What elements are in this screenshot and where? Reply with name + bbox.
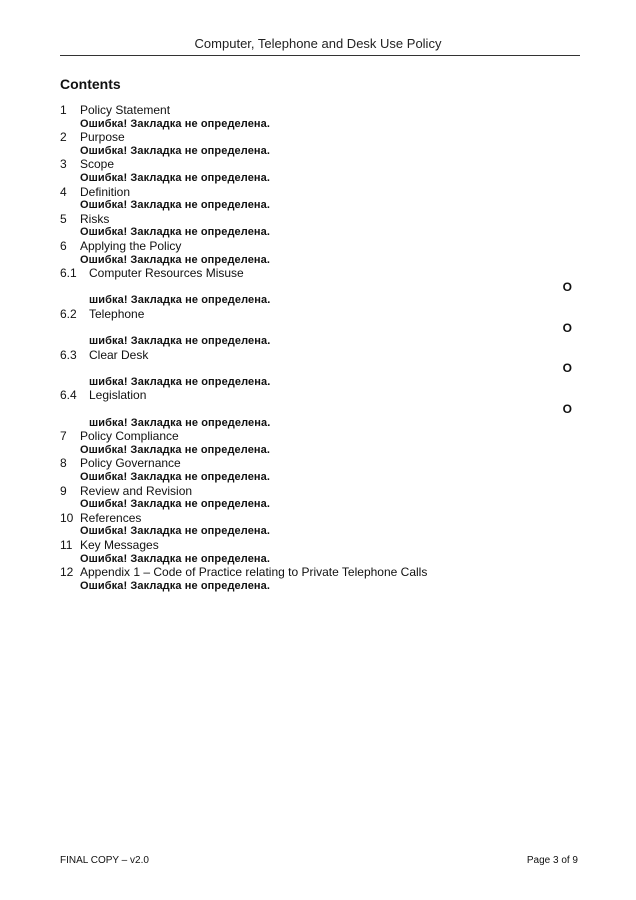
wrapped-error-char: О [562, 320, 572, 335]
toc-title[interactable]: Definition [80, 184, 131, 199]
toc-entry[interactable] [60, 186, 580, 200]
toc-number: 7 [60, 429, 67, 444]
toc-entry[interactable] [60, 240, 580, 254]
toc-title[interactable]: Policy Statement [80, 103, 171, 117]
toc-title[interactable]: Computer Resources Misuse [89, 266, 244, 281]
toc-entry[interactable] [60, 566, 580, 580]
toc-entry[interactable] [60, 389, 580, 403]
bookmark-error: шибка! Закладка не определена. [89, 294, 271, 307]
bookmark-error: шибка! Закладка не определена. [89, 416, 271, 429]
bookmark-error: Ошибка! Закладка не определена. [80, 226, 271, 239]
toc-number: 4 [60, 184, 67, 199]
toc-number: 11 [60, 538, 73, 552]
wrapped-error-char: О [562, 279, 572, 294]
toc-number: 3 [60, 157, 67, 172]
bookmark-error: Ошибка! Закладка не определена. [80, 552, 271, 565]
toc-title[interactable]: Telephone [89, 306, 145, 321]
bookmark-error: Ошибка! Закладка не определена. [80, 144, 271, 157]
toc-number: 12 [60, 565, 74, 580]
toc-entry[interactable] [60, 104, 580, 118]
toc-entry[interactable] [60, 430, 580, 444]
page-header-title: Computer, Telephone and Desk Use Policy [194, 36, 442, 51]
toc-title[interactable]: Key Messages [80, 538, 159, 552]
toc-entry[interactable] [60, 267, 580, 281]
toc-title[interactable]: Legislation [89, 388, 147, 403]
toc-entry[interactable] [60, 158, 580, 172]
bookmark-error: Ошибка! Закладка не определена. [80, 171, 271, 184]
toc-title[interactable]: Policy Compliance [80, 429, 179, 444]
wrapped-error-char: О [562, 402, 572, 417]
bookmark-error: шибка! Закладка не определена. [89, 375, 271, 388]
toc-number: 6 [60, 238, 67, 253]
toc-title[interactable]: References [80, 510, 142, 525]
toc-number: 8 [60, 456, 67, 471]
toc-number: 6.1 [60, 266, 77, 281]
toc-number: 10 [60, 510, 74, 525]
toc-number: 1 [60, 103, 67, 117]
bookmark-error: Ошибка! Закладка не определена. [80, 253, 271, 266]
contents-heading: Contents [60, 76, 121, 92]
toc-title[interactable]: Clear Desk [89, 347, 149, 362]
toc-number: 2 [60, 130, 67, 145]
toc-entry[interactable] [60, 539, 580, 553]
bookmark-error: Ошибка! Закладка не определена. [80, 117, 271, 130]
toc-number: 5 [60, 211, 67, 226]
toc-title[interactable]: Risks [80, 211, 110, 226]
table-of-contents [60, 104, 580, 593]
bookmark-error: Ошибка! Закладка не определена. [80, 579, 271, 592]
toc-number: 6.2 [60, 306, 77, 321]
bookmark-error: Ошибка! Закладка не определена. [80, 525, 271, 538]
bookmark-error: Ошибка! Закладка не определена. [80, 471, 271, 484]
toc-title[interactable]: Appendix 1 – Code of Practice relating to Private Telephone Calls [80, 565, 428, 580]
toc-entry[interactable] [60, 213, 580, 227]
toc-title[interactable]: Review and Revision [80, 483, 193, 498]
toc-title[interactable]: Purpose [80, 130, 125, 145]
wrapped-error-char: О [562, 361, 572, 376]
footer-version: FINAL COPY – v2.0 [60, 855, 149, 866]
toc-title[interactable]: Applying the Policy [80, 238, 182, 253]
header-divider [60, 55, 580, 56]
toc-number: 6.3 [60, 347, 77, 362]
bookmark-error: шибка! Закладка не определена. [89, 335, 271, 348]
bookmark-error: Ошибка! Закладка не определена. [80, 199, 271, 212]
toc-entry[interactable] [60, 131, 580, 145]
bookmark-error: Ошибка! Закладка не определена. [80, 443, 271, 456]
toc-title[interactable]: Policy Governance [80, 456, 181, 471]
toc-entry[interactable] [60, 457, 580, 471]
toc-number: 9 [60, 483, 67, 498]
toc-entry[interactable] [60, 512, 580, 526]
toc-number: 6.4 [60, 388, 77, 403]
toc-entry[interactable] [60, 485, 580, 499]
toc-title[interactable]: Scope [80, 157, 115, 172]
toc-entry[interactable] [60, 308, 580, 322]
toc-entry[interactable] [60, 349, 580, 363]
footer-page-number: Page 3 of 9 [526, 855, 578, 866]
bookmark-error: Ошибка! Закладка не определена. [80, 498, 271, 511]
